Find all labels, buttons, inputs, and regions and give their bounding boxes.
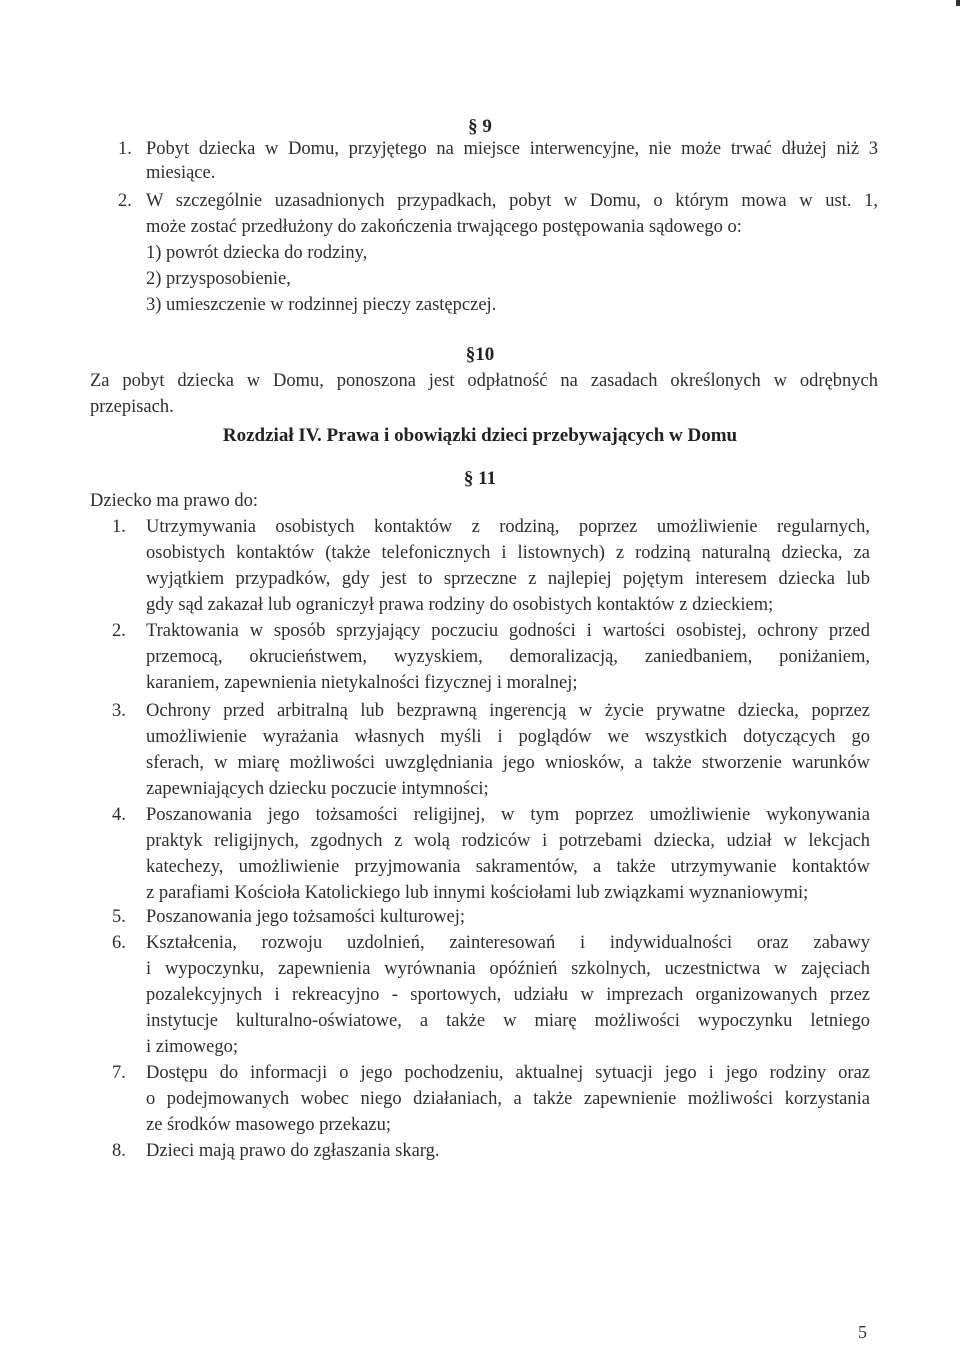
rights-item-line: gdy sąd zakazał lub ograniczył prawa rodziny do osobistych kontaktów z dzieckiem;	[146, 595, 774, 615]
s9-item-1-number: 1.	[118, 139, 132, 159]
rights-item-line: przemocą, okrucieństwem, wyzyskiem, demoralizacją, zaniedbaniem, poniżaniem,	[146, 647, 870, 667]
rights-item-line: Utrzymywania osobistych kontaktów z rodziną, poprzez umożliwienie regularnych,	[146, 517, 870, 537]
rights-item-line: praktyk religijnych, zgodnych z wolą rodziców i potrzebami dziecka, udział w lekcjach	[146, 831, 870, 851]
rights-item-line: umożliwienie wyrażania własnych myśli i poglądów we wszystkich dotyczących go	[146, 727, 870, 747]
section-10-heading: §10	[465, 344, 495, 365]
rights-item-line: instytucje kulturalno-oświatowe, a także w miarę możliwości wypoczynku letniego	[146, 1011, 870, 1031]
s10-line-1: Za pobyt dziecka w Domu, ponoszona jest odpłatność na zasadach określonych w odrębnych	[90, 371, 878, 391]
s9-item-2-line-2: może zostać przedłużony do zakończenia trwającego postępowania sądowego o:	[146, 217, 742, 237]
s9-item-1-line-2: miesiące.	[146, 163, 216, 183]
s9-item-2-line-1: W szczególnie uzasadnionych przypadkach, pobyt w Domu, o którym mowa w ust. 1,	[146, 191, 878, 211]
s9-item-2-number: 2.	[118, 191, 132, 211]
s9-subitem-2: 2) przysposobienie,	[146, 269, 291, 289]
rights-item-number: 1.	[112, 517, 126, 537]
rights-item-line: Traktowania w sposób sprzyjający poczuciu godności i wartości osobistej, ochrony przed	[146, 621, 870, 641]
rights-item-line: pozalekcyjnych i rekreacyjno - sportowych, udziału w imprezach organizowanych przez	[146, 985, 870, 1005]
section-11-heading: § 11	[463, 468, 497, 489]
rights-item-number: 6.	[112, 933, 126, 953]
section-9-heading: § 9	[468, 116, 492, 137]
page-number: 5	[858, 1322, 867, 1342]
rights-item-line: karaniem, zapewnienia nietykalności fizycznej i moralnej;	[146, 673, 578, 693]
s9-subitem-1: 1) powrót dziecka do rodziny,	[146, 243, 368, 263]
rights-item-line: Poszanowania jego tożsamości religijnej, w tym poprzez umożliwienie wykonywania	[146, 805, 870, 825]
rights-item-number: 5.	[112, 907, 126, 927]
rights-item-number: 3.	[112, 701, 126, 721]
rights-item-line: zapewniających dziecku poczucie intymności;	[146, 779, 489, 799]
rights-item-line: i zimowego;	[146, 1037, 238, 1057]
s11-intro: Dziecko ma prawo do:	[90, 491, 258, 511]
rights-item-line: katechezy, umożliwienie przyjmowania sakramentów, a także utrzymywanie kontaktów	[146, 857, 870, 877]
chapter-heading: Rozdział IV. Prawa i obowiązki dzieci przebywających w Domu	[222, 425, 738, 446]
rights-item-line: ze środków masowego przekazu;	[146, 1115, 392, 1135]
rights-item-line: Dzieci mają prawo do zgłaszania skarg.	[146, 1141, 440, 1161]
rights-item-line: wyjątkiem przypadków, gdy jest to sprzeczne z najlepiej pojętym interesem dziecka lub	[146, 569, 870, 589]
s10-line-2: przepisach.	[90, 397, 174, 417]
rights-item-line: Dostępu do informacji o jego pochodzeniu, aktualnej sytuacji jego i jego rodziny oraz	[146, 1063, 870, 1083]
rights-item-number: 4.	[112, 805, 126, 825]
rights-item-line: o podejmowanych wobec niego działaniach, a także zapewnienie możliwości korzystania	[146, 1089, 870, 1109]
rights-item-number: 7.	[112, 1063, 126, 1083]
rights-item-line: z parafiami Kościoła Katolickiego lub innymi kościołami lub związkami wyznaniowymi;	[146, 883, 809, 903]
s9-item-1-line-1: Pobyt dziecka w Domu, przyjętego na miejsce interwencyjne, nie może trwać dłużej niż 3	[146, 139, 878, 159]
rights-item-line: sferach, w miarę możliwości uwzględniania jego wniosków, a także stworzenie warunków	[146, 753, 870, 773]
rights-item-line: Kształcenia, rozwoju uzdolnień, zainteresowań i indywidualności oraz zabawy	[146, 933, 870, 953]
rights-item-line: Ochrony przed arbitralną lub bezprawną ingerencją w życie prywatne dziecka, poprzez	[146, 701, 870, 721]
rights-item-line: osobistych kontaktów (także telefonicznych i listownych) z rodziną naturalną dziecka, za	[146, 543, 870, 563]
scan-artifact	[956, 0, 960, 6]
s9-subitem-3: 3) umieszczenie w rodzinnej pieczy zastępczej.	[146, 295, 497, 315]
rights-item-line: Poszanowania jego tożsamości kulturowej;	[146, 907, 466, 927]
rights-item-number: 8.	[112, 1141, 126, 1161]
rights-item-number: 2.	[112, 621, 126, 641]
rights-item-line: i wypoczynku, zapewnienia wyrównania opóźnień szkolnych, uczestnictwa w zajęciach	[146, 959, 870, 979]
